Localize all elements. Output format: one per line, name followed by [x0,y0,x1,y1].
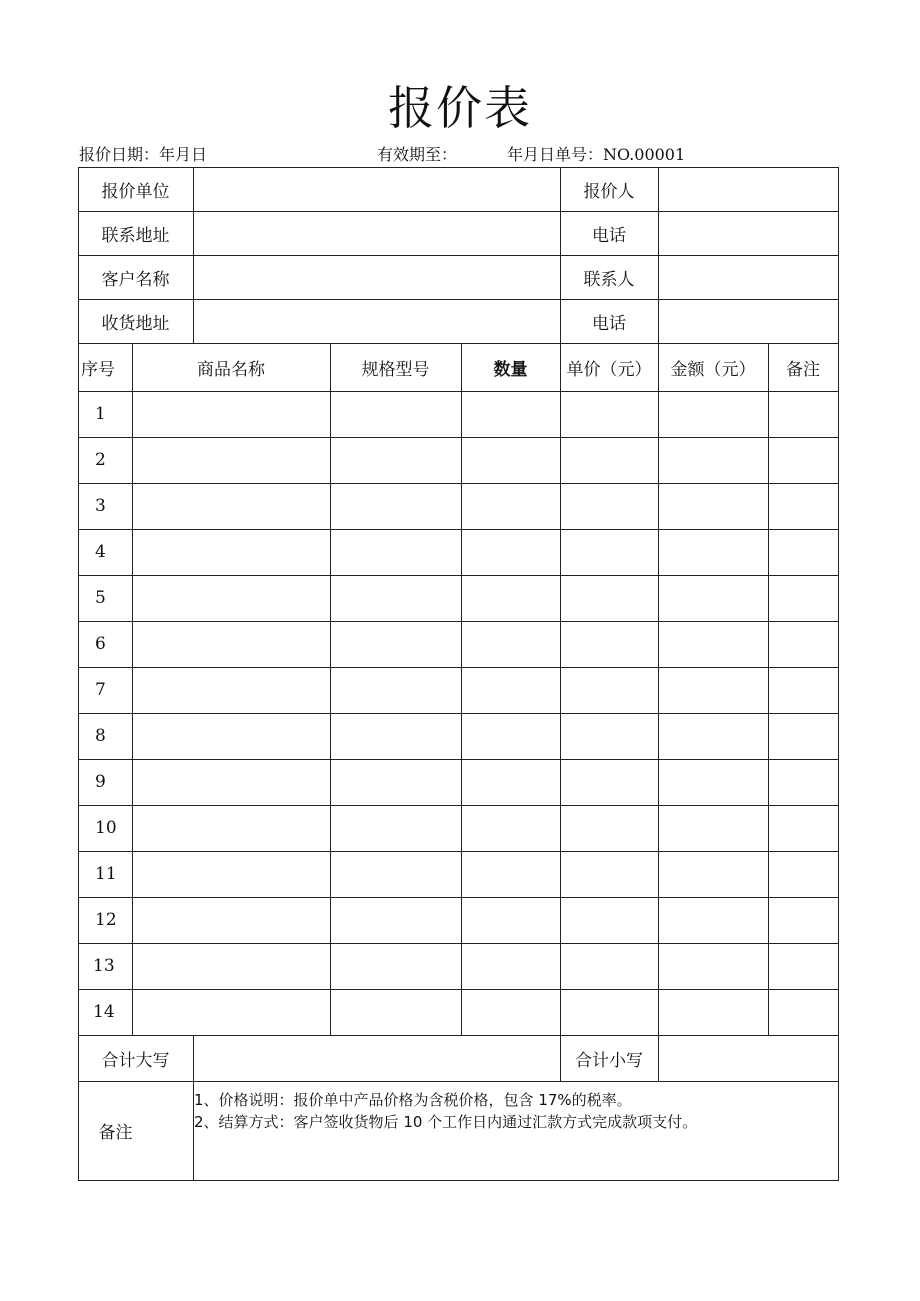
grid-line [78,529,839,530]
grid-line [78,391,839,392]
grid-line [78,483,839,484]
row-number: 1 [95,404,106,424]
label-customer-name: 客户名称 [101,269,170,290]
quote-date: 报价日期：年月日 [79,145,208,164]
grid-line [658,343,659,1035]
label-remarks: 备注 [98,1123,133,1143]
delivery-address-field[interactable] [194,300,560,343]
label-phone: 电话 [592,225,626,246]
grid-line [78,989,839,990]
valid-until: 有效期至： [377,145,458,164]
row-number: 3 [95,496,106,516]
grid-line [78,851,839,852]
grid-line [78,805,839,806]
grid-line [768,343,769,1035]
grid-line [78,621,839,622]
row-number: 7 [95,680,106,700]
column-header-quantity: 数量 [493,359,528,380]
column-header-spec: 规格型号 [361,359,430,380]
remark-line: 1、价格说明：报价单中产品价格为含税价格，包含 17%的税率。 [194,1091,632,1109]
row-number: 2 [95,450,106,470]
label-contact-person: 联系人 [583,269,635,290]
row-number: 6 [95,634,106,654]
quote-company-field[interactable] [194,168,560,211]
customer-name-field[interactable] [194,256,560,299]
remarks-text [194,1089,697,1133]
row-number: 9 [95,772,106,792]
quote-form [78,167,839,1181]
contact-address-field[interactable] [194,212,560,255]
column-header-index: 序号 [81,359,115,380]
column-header-amount: 金额（元） [670,359,756,380]
label-quoter: 报价人 [583,181,635,202]
label-total-small: 合计小写 [575,1050,643,1071]
grid-line [838,167,839,1181]
order-number: 年月日单号：NO.00001 [507,145,686,164]
phone-field[interactable] [659,212,838,255]
row-number: 13 [93,956,115,976]
label-delivery-address: 收货地址 [101,313,170,334]
total-capital-field[interactable] [194,1036,560,1081]
grid-line [78,943,839,944]
label-phone: 电话 [592,313,626,334]
grid-line [132,343,133,1035]
grid-line [78,667,839,668]
row-number: 5 [95,588,106,608]
label-quote-company: 报价单位 [101,181,170,202]
row-number: 12 [95,910,117,930]
column-header-product-name: 商品名称 [197,359,265,380]
delivery-phone-field[interactable] [659,300,838,343]
column-header-unit-price: 单价（元） [566,359,652,380]
row-number: 8 [95,726,106,746]
grid-line [78,575,839,576]
grid-line [78,437,839,438]
row-number: 11 [95,864,117,884]
remark-line: 2、结算方式：客户签收货物后 10 个工作日内通过汇款方式完成款项支付。 [194,1113,698,1131]
row-number: 14 [93,1002,115,1022]
grid-line [461,343,462,1035]
page-title: 报价表 [388,81,532,135]
grid-line [78,759,839,760]
grid-line [560,343,561,1035]
row-number: 10 [95,818,117,838]
grid-line [330,343,331,1035]
grid-line [78,713,839,714]
label-total-capital: 合计大写 [101,1050,170,1071]
column-header-remarks: 备注 [786,359,820,380]
contact-person-field[interactable] [659,256,838,299]
grid-line [78,897,839,898]
total-small-field[interactable] [659,1036,838,1081]
quoter-field[interactable] [659,168,838,211]
row-number: 4 [95,542,106,562]
label-contact-address: 联系地址 [101,225,170,246]
